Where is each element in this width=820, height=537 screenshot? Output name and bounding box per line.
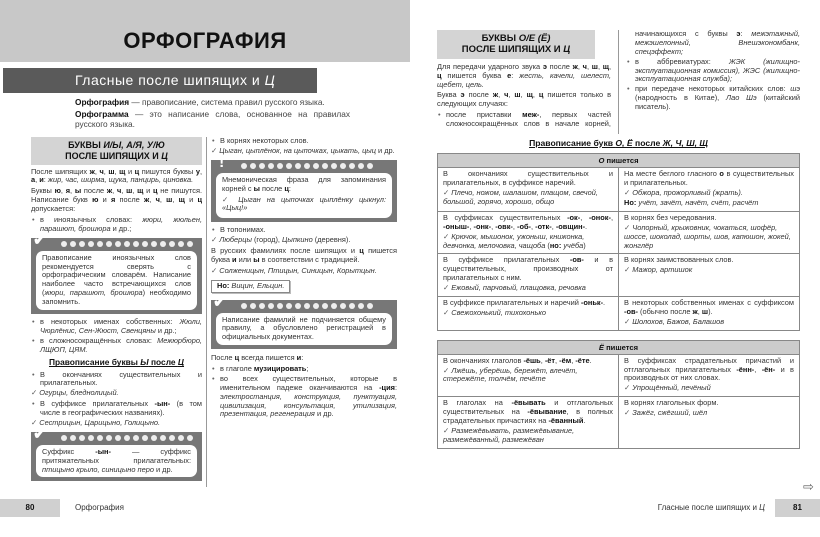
list-item: • после приставки меж-, первых частей сложносокращённых слов в начале корней, начинающихся с буквы э: межэтажный, межэшелонный, Внешэкономбанк, спецэффект; [437, 30, 800, 134]
table-row [438, 296, 800, 330]
table-cell [438, 354, 619, 397]
box-title-line: ПОСЛЕ ШИПЯЩИХ И Ц [65, 150, 168, 161]
table-yo [437, 340, 800, 449]
example: ✓ Шолохов, Бажов, Балашов [624, 318, 794, 327]
box-title-line: ПОСЛЕ ШИПЯЩИХ И Ц [461, 44, 571, 56]
list-item: • В топонимах. [211, 226, 397, 235]
section-title: Гласные после шипящих и Ц [3, 68, 317, 93]
table-cell [619, 168, 800, 212]
definition-orthogram: Орфограмма — это написание слова, основанное на правилах русского языка. [75, 108, 350, 129]
box-title-line: БУКВЫ И/Ы, А/Я, У/Ю [68, 140, 165, 150]
table-row [438, 168, 800, 212]
page-number-right: 81 [775, 499, 820, 517]
table-header: О пишется [438, 154, 800, 168]
left-column-2 [211, 137, 397, 420]
note-box [211, 153, 397, 223]
list-item: • в аббревиатурах: ЖЭК (жилищно-эксплуатационная комиссия), ЖЭС (жилищно-эксплуатационная служба); [626, 58, 800, 85]
running-title-right: Гласные после шипящих и Ц [657, 503, 765, 512]
note-box [31, 231, 202, 314]
table-row [438, 254, 800, 297]
paragraph: После ц всегда пишется и: [211, 353, 304, 363]
list-item: • В окончаниях существительных и прилагательных. [31, 371, 202, 389]
example: ✓ Плечо, ножом, шалашом, плащом, свечой, большой, горячо, хорошо, общо [443, 189, 613, 207]
list-item: • при передаче некоторых китайских слов: шэ (народность в Китае), Лао Шэ (китайский писатель). [626, 85, 800, 112]
table-cell [438, 397, 619, 448]
paragraph: Буква э после ж, ч, ш, щ, ц пишется только в следующих случаях: [437, 90, 612, 109]
table-cell [438, 211, 619, 254]
intro [75, 98, 350, 132]
example: ✓ Сестрицын, Царицыно, Голицыно. [31, 419, 202, 428]
list-item: • В корнях некоторых слов. [211, 137, 397, 146]
list-item: • в иноязычных словах: жюри, жюльен, парашют, брошюра и др.; [31, 216, 202, 234]
table-row [438, 397, 800, 448]
definition-orthography: Орфография — правописание, система правил русского языка. [75, 97, 325, 107]
checkmark-icon: ✔ [33, 231, 47, 249]
exception-box: Но: Вицин, Ельцин. [211, 280, 290, 293]
dots-decoration [61, 241, 196, 248]
example: ✓ Упрощённый, печёный [624, 384, 794, 393]
table-cell [438, 254, 619, 297]
example: ✓ Мажор, артишок [624, 266, 794, 275]
table-row [438, 354, 800, 397]
dots-decoration [61, 435, 196, 442]
running-title-left: Орфография [75, 503, 124, 512]
note-paragraph: Мнемоническая фраза для запоминания корней с ы после ц: [222, 174, 386, 193]
example: ✓ Крючок, мышонок, ужоныш, книжонка, девчонка, мелочовка, чащоба (но: учёба) [443, 233, 613, 251]
example: ✓ Зажёг, сжёгший, шёл [624, 409, 794, 418]
example: ✓ Солженицын, Птицын, Синицын, Корытцын. [211, 267, 397, 276]
table-cell [619, 397, 800, 448]
checkmark-icon: ✔ [213, 293, 227, 311]
rule-text: В некоторых собственных именах с суффиксом -ов- (обычно после ж, ш). [624, 297, 794, 316]
note-box [31, 425, 202, 482]
table-o [437, 153, 800, 330]
table-header: Ё пишется [438, 340, 800, 354]
tables-section [437, 138, 800, 449]
note-text: Правописание иноязычных слов рекомендуется сверять с орфографическим словарём. Написание наиболее часто встречающихся слов (жюри, парашют, брошюра) необходимо запомнить. [36, 251, 197, 310]
paragraph: Для передачи ударного звука э после ж, ч, ш, щ, ц пишется буква е: жесть, качели, шелест, щебет, цель. [437, 61, 612, 89]
box-title-line: БУКВЫ О/Е (Ё) [481, 33, 551, 44]
table-heading: Правописание букв О, Ё после Ж, Ч, Ш, Щ [529, 138, 708, 148]
rule-text: В окончаниях существительных и прилагательных, в суффиксе наречий. [443, 169, 613, 188]
table-cell [619, 354, 800, 397]
list-item: • В суффиксе прилагательных -ын- (в том числе в географических названиях). [31, 400, 202, 418]
rule-text: В корнях без чередования. [624, 212, 717, 222]
example: ✓ Размежёвывать, размежёвывание, размежёванный, размежёван [443, 427, 613, 445]
example: ✓ Цыган на цыпочках цыплёнку цыкнул: «Цыц!» [222, 196, 386, 214]
note-box [211, 293, 397, 350]
table-cell [619, 211, 800, 254]
exception-text: Но: учёт, зачёт, начёт, счёт, расчёт [624, 198, 759, 208]
rule-text: На месте беглого гласного о в существительных и прилагательных. [624, 169, 794, 188]
box-title [437, 30, 595, 59]
example: ✓ Огурцы, бледнолицый. [31, 389, 202, 398]
list-item: • в некоторых именах собственных: Жюли, Чюрлёнис, Сен-Жюст, Свенцяны и др.; [31, 318, 202, 336]
column-divider [206, 137, 207, 487]
example: ✓ Обжора, прожорливый (жрать). [624, 189, 794, 198]
example: ✓ Лжёшь, уберёшь, бережёт, влечёт, стережёте, толчём, печёте [443, 367, 613, 385]
paragraph: После шипящих ж, ч, ш, щ и ц пишутся буквы у, а, и: жир, час, ширма, щука, панцирь, циновка. [31, 166, 203, 185]
dots-decoration [241, 303, 391, 310]
note-text: Написание фамилий не подчиняется общему правилу, а обусловлено регистрацией в официальных документах. [216, 313, 392, 346]
rule-text: В суффиксе прилагательных и наречий -оньк-. [443, 297, 606, 307]
left-column-1 [31, 137, 202, 485]
table-cell [619, 254, 800, 297]
table-row [438, 211, 800, 254]
page-number-left: 80 [0, 499, 60, 517]
example: ✓ Ежовый, парчовый, плащовка, речовка [443, 284, 613, 293]
rule-text: В глаголах на -ёвывать и отглагольных существительных на -ёвывание, в полных страдательных причастиях на -ёванный. [443, 398, 613, 425]
example: ✓ Чопорный, крыжовник, чокаться, шофёр, шоссе, шоколад, шорты, шов, капюшон, жокей, жонглёр [624, 224, 794, 251]
paragraph: Буквы ю, я, ы после ж, ч, ш, щ и ц не пишутся. Написание букв ю и я после ж, ч, ш, щ и ц допускается: [31, 186, 203, 214]
list-item: • в глаголе музицировать; [211, 365, 397, 374]
chapter-title: ОРФОГРАФИЯ [123, 28, 287, 53]
example: ✓ Цыган, цыплёнок, на цыпочках, цыкать, цыц и др. [211, 147, 397, 156]
dots-decoration [241, 163, 391, 170]
note-text: Суффикс -ын- — суффикс притяжательных прилагательных: птицыно крыло, синицыно перо и др. [36, 445, 197, 478]
subheading: Правописание буквы Ы после Ц [48, 357, 185, 368]
checkmark-icon: ✔ [33, 425, 47, 443]
table-cell [438, 168, 619, 212]
rule-text: В корнях глагольных форм. [624, 398, 719, 408]
list-item: • в сложносокращённых словах: Межюрбюро, ЛЩЮП, ЦЯМ. [31, 337, 202, 355]
rule-text: В корнях заимствованных слов. [624, 255, 734, 265]
example: ✓ Свежохонький, тихохонько [443, 309, 613, 318]
rule-text: В суффиксах страдательных причастий и отглагольных прилагательных -ённ-, -ён- и в производных от них словах. [624, 355, 794, 383]
right-intro-columns [437, 30, 800, 134]
note-text [216, 173, 392, 219]
rule-text: В окончаниях глаголов -ёшь, -ёт, -ём, -ёте. [443, 355, 592, 365]
rule-text: В суффиксе прилагательных -ов- и в существительных, производных от прилагательных с ним. [443, 255, 613, 283]
list-item: • во всех существительных, которые в именительном падеже оканчиваются на -ция: электростанция, конструкция, пунктуация, цивилизация, консультация, утилизация, презентация, регенерация и др. [211, 375, 397, 419]
table-cell [438, 296, 619, 330]
box-title [31, 137, 202, 165]
table-cell [619, 296, 800, 330]
exclamation-icon: ! [219, 153, 225, 171]
rule-text: В суффиксах существительных -ок-, -онок-, -оныш-, -онк-, -овк-, -об-, -отк-, -овщин-. [443, 212, 613, 231]
arrow-right-icon: ⇨ [803, 479, 814, 494]
paragraph: В русских фамилиях после шипящих и ц пишется буква и или ы в соответствии с традицией. [211, 246, 398, 264]
example: ✓ Люберцы (город), Цыпкино (деревня). [211, 236, 397, 245]
